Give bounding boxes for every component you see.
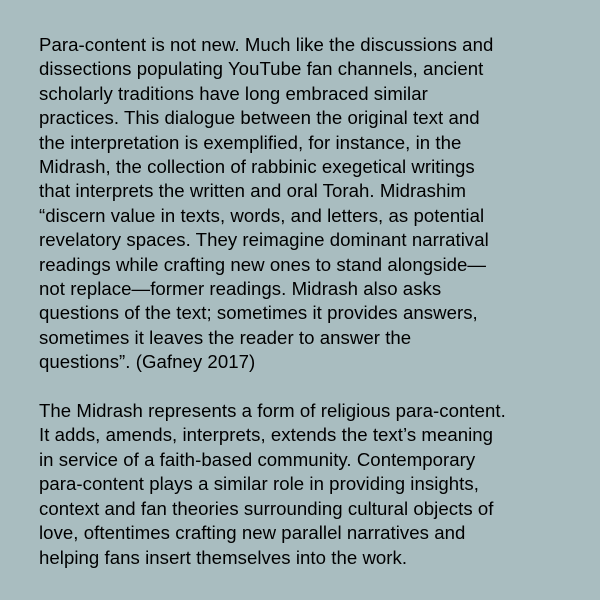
- text-line: questions of the text; sometimes it provides answers,: [39, 302, 478, 324]
- text-line: Midrash, the collection of rabbinic exegetical writings: [39, 156, 475, 178]
- paragraph-2: [39, 399, 570, 570]
- text-line: “discern value in texts, words, and letters, as potential: [39, 204, 485, 226]
- text-line: helping fans insert themselves into the work.: [39, 546, 408, 568]
- text-line: The Midrash represents a form of religious para-content.: [39, 400, 506, 422]
- text-line: not replace—former readings. Midrash also asks: [39, 278, 442, 300]
- text-line: scholarly traditions have long embraced similar: [39, 82, 428, 104]
- text-line: sometimes it leaves the reader to answer the: [39, 326, 412, 348]
- text-line: para-content plays a similar role in providing insights,: [39, 473, 479, 495]
- text-line: readings while crafting new ones to stand alongside—: [39, 253, 487, 275]
- text-line: It adds, amends, interprets, extends the text’s meaning: [39, 424, 494, 446]
- text-line: that interprets the written and oral Torah. Midrashim: [39, 180, 467, 202]
- text-line: dissections populating YouTube fan channels, ancient: [39, 58, 484, 80]
- text-line: context and fan theories surrounding cultural objects of: [39, 497, 494, 519]
- text-line: practices. This dialogue between the original text and: [39, 107, 480, 129]
- text-line: revelatory spaces. They reimagine dominant narratival: [39, 229, 489, 251]
- paragraph-1: [39, 33, 570, 375]
- text-line: questions”. (Gafney 2017): [39, 351, 256, 373]
- text-line: love, oftentimes crafting new parallel narratives and: [39, 522, 466, 544]
- text-line: Para-content is not new. Much like the discussions and: [39, 34, 494, 55]
- text-line: in service of a faith-based community. Contemporary: [39, 448, 476, 470]
- text-line: the interpretation is exemplified, for instance, in the: [39, 131, 462, 153]
